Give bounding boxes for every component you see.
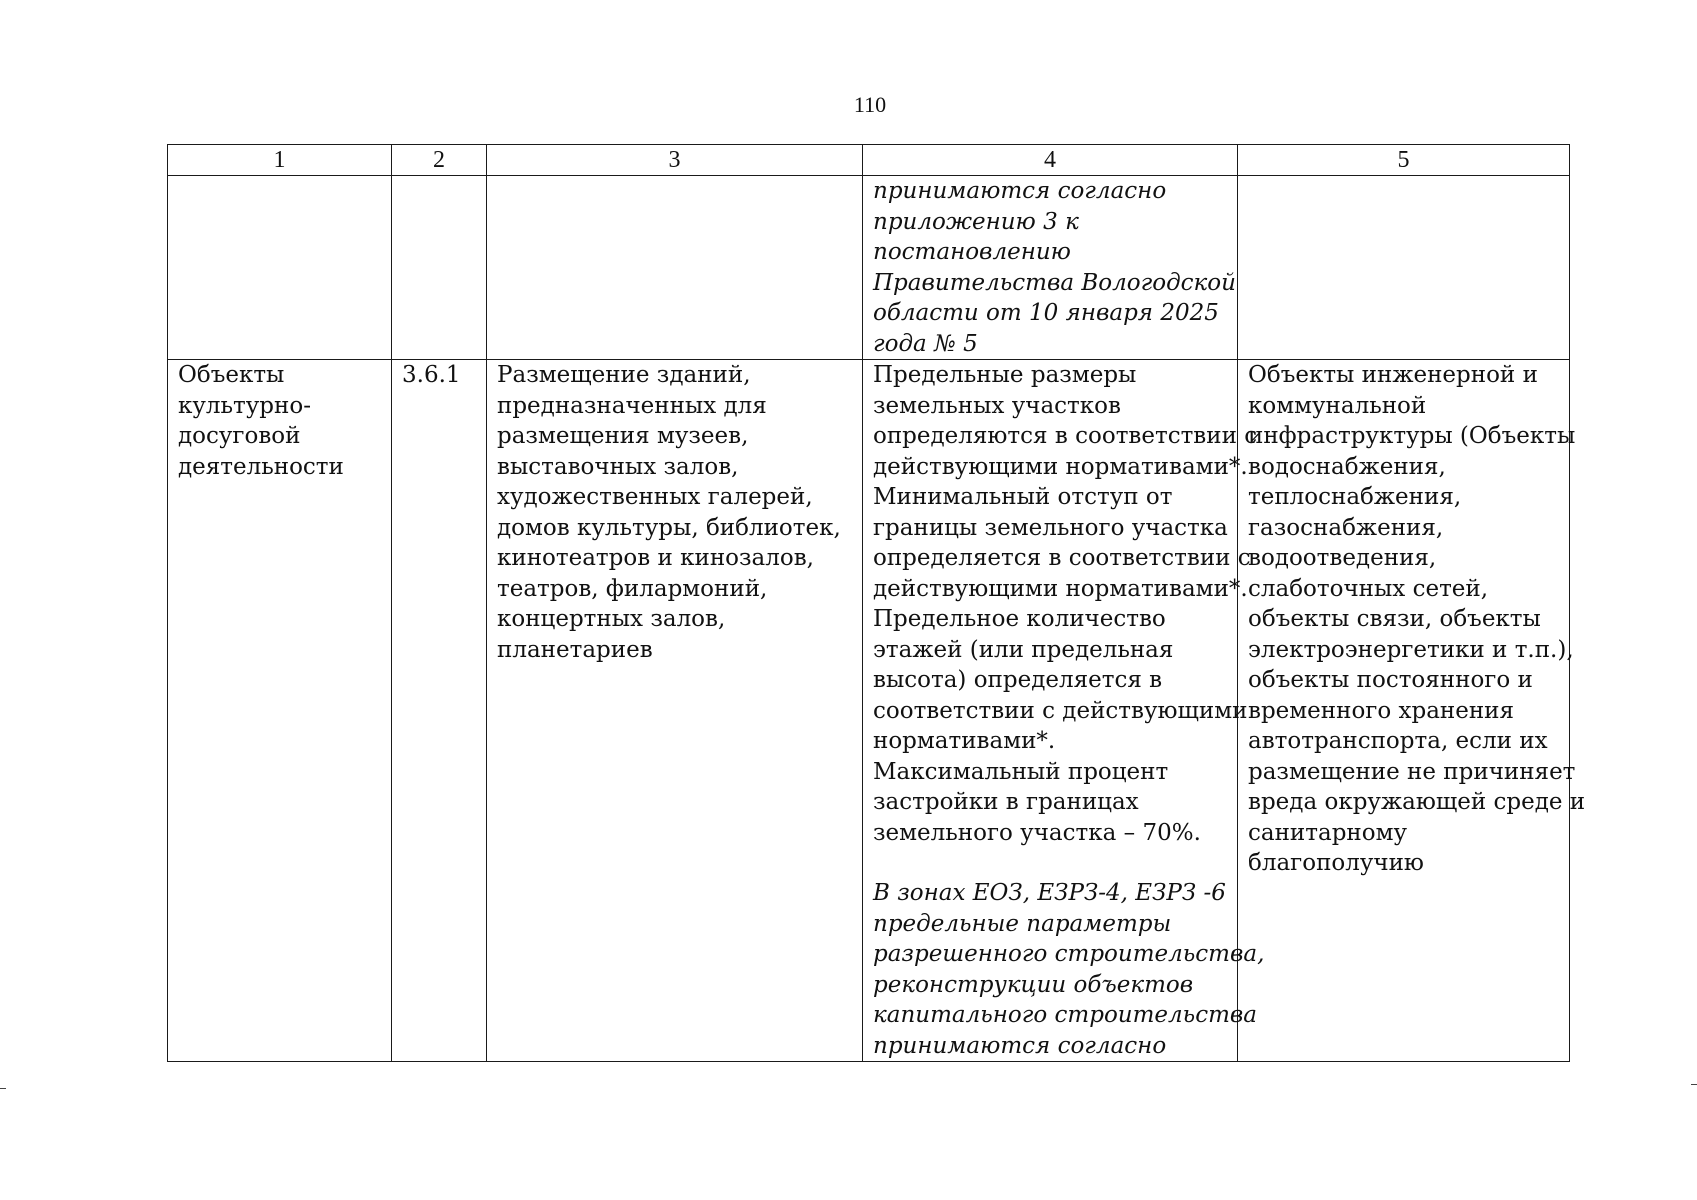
text-line: принимаются согласно xyxy=(873,1032,1167,1059)
land-use-type-cell xyxy=(168,360,392,1062)
text-line: кинотеатров и кинозалов, xyxy=(497,545,814,571)
text-line: электроэнергетики и т.п.), xyxy=(1248,636,1574,663)
text-line: театров, филармоний, xyxy=(497,575,768,602)
code-cell: 3.6.1 xyxy=(392,360,487,1062)
text-line: выставочных залов, xyxy=(497,453,739,480)
text-line: инфраструктуры (Объекты xyxy=(1248,423,1576,449)
parameters-cell xyxy=(863,360,1265,1062)
text-line: объекты связи, объекты xyxy=(1248,606,1541,632)
text-line: действующими нормативами*. xyxy=(873,575,1248,602)
text-line: концертных залов, xyxy=(497,606,726,632)
text-line: Объекты инженерной и xyxy=(1248,362,1538,388)
continuation-cell-2 xyxy=(392,176,487,360)
text-line: культурно- xyxy=(178,392,311,419)
continuation-cell-1 xyxy=(168,176,392,360)
text-line: предназначенных для xyxy=(497,392,767,419)
continuation-cell-5 xyxy=(1238,176,1570,360)
text-line: теплоснабжения, xyxy=(1248,484,1462,510)
text-line: определяется в соответствии с xyxy=(873,545,1251,571)
text-line: Правительства Вологодской xyxy=(873,269,1236,296)
text-line: принимаются согласно xyxy=(873,178,1167,204)
paragraph-gap xyxy=(873,848,1227,878)
text-line: благополучию xyxy=(1248,850,1424,876)
text-line: временного хранения xyxy=(1248,697,1515,724)
header-col-4: 4 xyxy=(863,145,1238,176)
header-col-3: 3 xyxy=(487,145,863,176)
text-line: размещения музеев, xyxy=(497,423,749,449)
text-line: этажей (или предельная xyxy=(873,636,1174,663)
text-line: действующими нормативами*. xyxy=(873,453,1248,480)
text-line: планетариев xyxy=(497,636,653,663)
text-line: Минимальный отступ от xyxy=(873,484,1173,510)
text-line: границы земельного участка xyxy=(873,514,1228,541)
scan-mark-right xyxy=(1691,1084,1697,1085)
zoning-regulations-table xyxy=(167,144,1586,1062)
page-number: 110 xyxy=(853,92,887,117)
text-line: В зонах ЕОЗ, ЕЗРЗ-4, ЕЗРЗ -6 xyxy=(873,880,1226,906)
text-line: соответствии с действующими xyxy=(873,697,1248,724)
text-line: вреда окружающей среде и xyxy=(1248,789,1586,815)
header-row xyxy=(168,145,1570,176)
continuation-row xyxy=(168,176,1570,360)
text-line: приложению 3 к xyxy=(873,208,1079,235)
text-line: Предельные размеры xyxy=(873,362,1137,388)
text-line: досуговой xyxy=(178,423,301,449)
text-line: земельных участков xyxy=(873,392,1121,419)
text-line: санитарному xyxy=(1248,819,1408,846)
text-line: деятельности xyxy=(178,453,344,480)
text-line: Предельное количество xyxy=(873,606,1166,632)
text-line: постановлению xyxy=(873,239,1071,265)
text-line: определяются в соответствии с xyxy=(873,423,1258,449)
text-line: Размещение зданий, xyxy=(497,362,751,388)
text-line: капитального строительства xyxy=(873,1002,1257,1028)
text-line: года № 5 xyxy=(873,330,978,357)
text-line: коммунальной xyxy=(1248,392,1427,419)
description-cell xyxy=(487,360,863,1062)
text-line: разрешенного строительства, xyxy=(873,941,1265,967)
text-line: размещение не причиняет xyxy=(1248,758,1576,785)
text-line: нормативами*. xyxy=(873,728,1056,754)
text-line: области от 10 января 2025 xyxy=(873,300,1219,326)
continuation-parameters-cell xyxy=(863,176,1238,360)
text-line: водоотведения, xyxy=(1248,545,1437,571)
text-line: объекты постоянного и xyxy=(1248,667,1533,693)
text-line: художественных галерей, xyxy=(497,484,813,510)
text-line: высота) определяется в xyxy=(873,667,1163,693)
text-line: газоснабжения, xyxy=(1248,514,1444,541)
text-line: земельного участка – 70%. xyxy=(873,819,1201,846)
text-line: слаботочных сетей, xyxy=(1248,575,1489,602)
text-line: застройки в границах xyxy=(873,789,1139,815)
continuation-cell-3 xyxy=(487,176,863,360)
text-line: Объекты xyxy=(178,362,285,388)
scan-mark-left xyxy=(0,1088,6,1089)
header-col-1: 1 xyxy=(168,145,392,176)
header-col-2: 2 xyxy=(392,145,487,176)
text-line: предельные параметры xyxy=(873,910,1172,937)
header-col-5: 5 xyxy=(1238,145,1570,176)
text-line: домов культуры, библиотек, xyxy=(497,514,841,541)
text-line: Максимальный процент xyxy=(873,758,1169,785)
table-row xyxy=(168,360,1570,1062)
text-line: реконструкции объектов xyxy=(873,971,1194,998)
text-line: автотранспорта, если их xyxy=(1248,728,1548,754)
auxiliary-uses-cell xyxy=(1238,360,1586,1062)
text-line: водоснабжения, xyxy=(1248,453,1446,480)
